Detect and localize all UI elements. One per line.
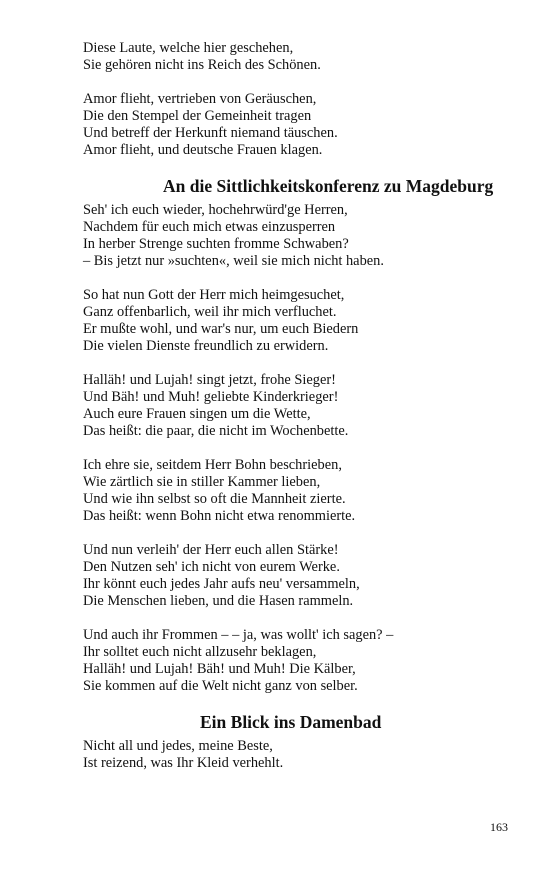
poem-line: Und nun verleih' der Herr euch allen Stärke! xyxy=(83,542,339,558)
poem-line: Das heißt: wenn Bohn nicht etwa renommierte. xyxy=(83,508,356,524)
stanza xyxy=(83,738,503,772)
poem-line: Nicht all und jedes, meine Beste, xyxy=(83,738,273,754)
poem-line: Er mußte wohl, und war's nur, um euch Biedern xyxy=(83,321,359,337)
poem-line: Halläh! und Lujah! Bäh! und Muh! Die Kälber, xyxy=(83,661,356,677)
stanza xyxy=(83,457,503,525)
poem-line: Die Menschen lieben, und die Hasen rammeln. xyxy=(83,593,354,609)
page-content xyxy=(83,40,503,789)
stanza xyxy=(83,40,503,74)
poem-line: So hat nun Gott der Herr mich heimgesuchet, xyxy=(83,287,345,303)
poem-title: An die Sittlichkeitskonferenz zu Magdeburg xyxy=(163,176,494,196)
poem-line: Den Nutzen seh' ich nicht von eurem Werke. xyxy=(83,559,340,575)
poem-line: Diese Laute, welche hier geschehen, xyxy=(83,40,294,56)
poem-line: Amor flieht, vertrieben von Geräuschen, xyxy=(83,91,317,107)
page-number: 163 xyxy=(490,820,508,834)
poem-line: Sie kommen auf die Welt nicht ganz von selber. xyxy=(83,678,358,694)
poem-line: Sie gehören nicht ins Reich des Schönen. xyxy=(83,57,321,73)
poem-line: Und auch ihr Frommen – – ja, was wollt' ich sagen? – xyxy=(83,627,394,643)
poem-line: Ganz offenbarlich, weil ihr mich verfluchet. xyxy=(83,304,337,320)
poem-line: Auch eure Frauen singen um die Wette, xyxy=(83,406,311,422)
stanza xyxy=(83,372,503,440)
poem-line: Und Bäh! und Muh! geliebte Kinderkrieger! xyxy=(83,389,339,405)
stanza xyxy=(83,627,503,695)
poem-line: Wie zärtlich sie in stiller Kammer lieben, xyxy=(83,474,321,490)
poem-line: Ihr solltet euch nicht allzusehr beklagen, xyxy=(83,644,317,660)
stanza xyxy=(83,287,503,355)
stanza xyxy=(83,542,503,610)
poem-line: Ist reizend, was Ihr Kleid verhehlt. xyxy=(83,755,284,771)
poem-line: Nachdem für euch mich etwas einzusperren xyxy=(83,219,336,235)
poem-line: Und betreff der Herkunft niemand täuschen. xyxy=(83,125,338,141)
poem-line: Die vielen Dienste freundlich zu erwidern. xyxy=(83,338,329,354)
poem-line: Ihr könnt euch jedes Jahr aufs neu' versammeln, xyxy=(83,576,360,592)
poem-line: In herber Strenge suchten fromme Schwaben? xyxy=(83,236,349,252)
stanza xyxy=(83,91,503,159)
poem-title: Ein Blick ins Damenbad xyxy=(200,712,382,732)
poem-line: Die den Stempel der Gemeinheit tragen xyxy=(83,108,312,124)
poem-line: Amor flieht, und deutsche Frauen klagen. xyxy=(83,142,323,158)
poem-line: Das heißt: die paar, die nicht im Wochenbette. xyxy=(83,423,349,439)
stanza xyxy=(83,202,503,270)
poem-line: Halläh! und Lujah! singt jetzt, frohe Sieger! xyxy=(83,372,336,388)
poem-line: Und wie ihn selbst so oft die Mannheit zierte. xyxy=(83,491,346,507)
poem-line: – Bis jetzt nur »suchten«, weil sie mich nicht haben. xyxy=(83,253,384,269)
poem-line: Seh' ich euch wieder, hochehrwürd'ge Herren, xyxy=(83,202,348,218)
poem-line: Ich ehre sie, seitdem Herr Bohn beschrieben, xyxy=(83,457,342,473)
